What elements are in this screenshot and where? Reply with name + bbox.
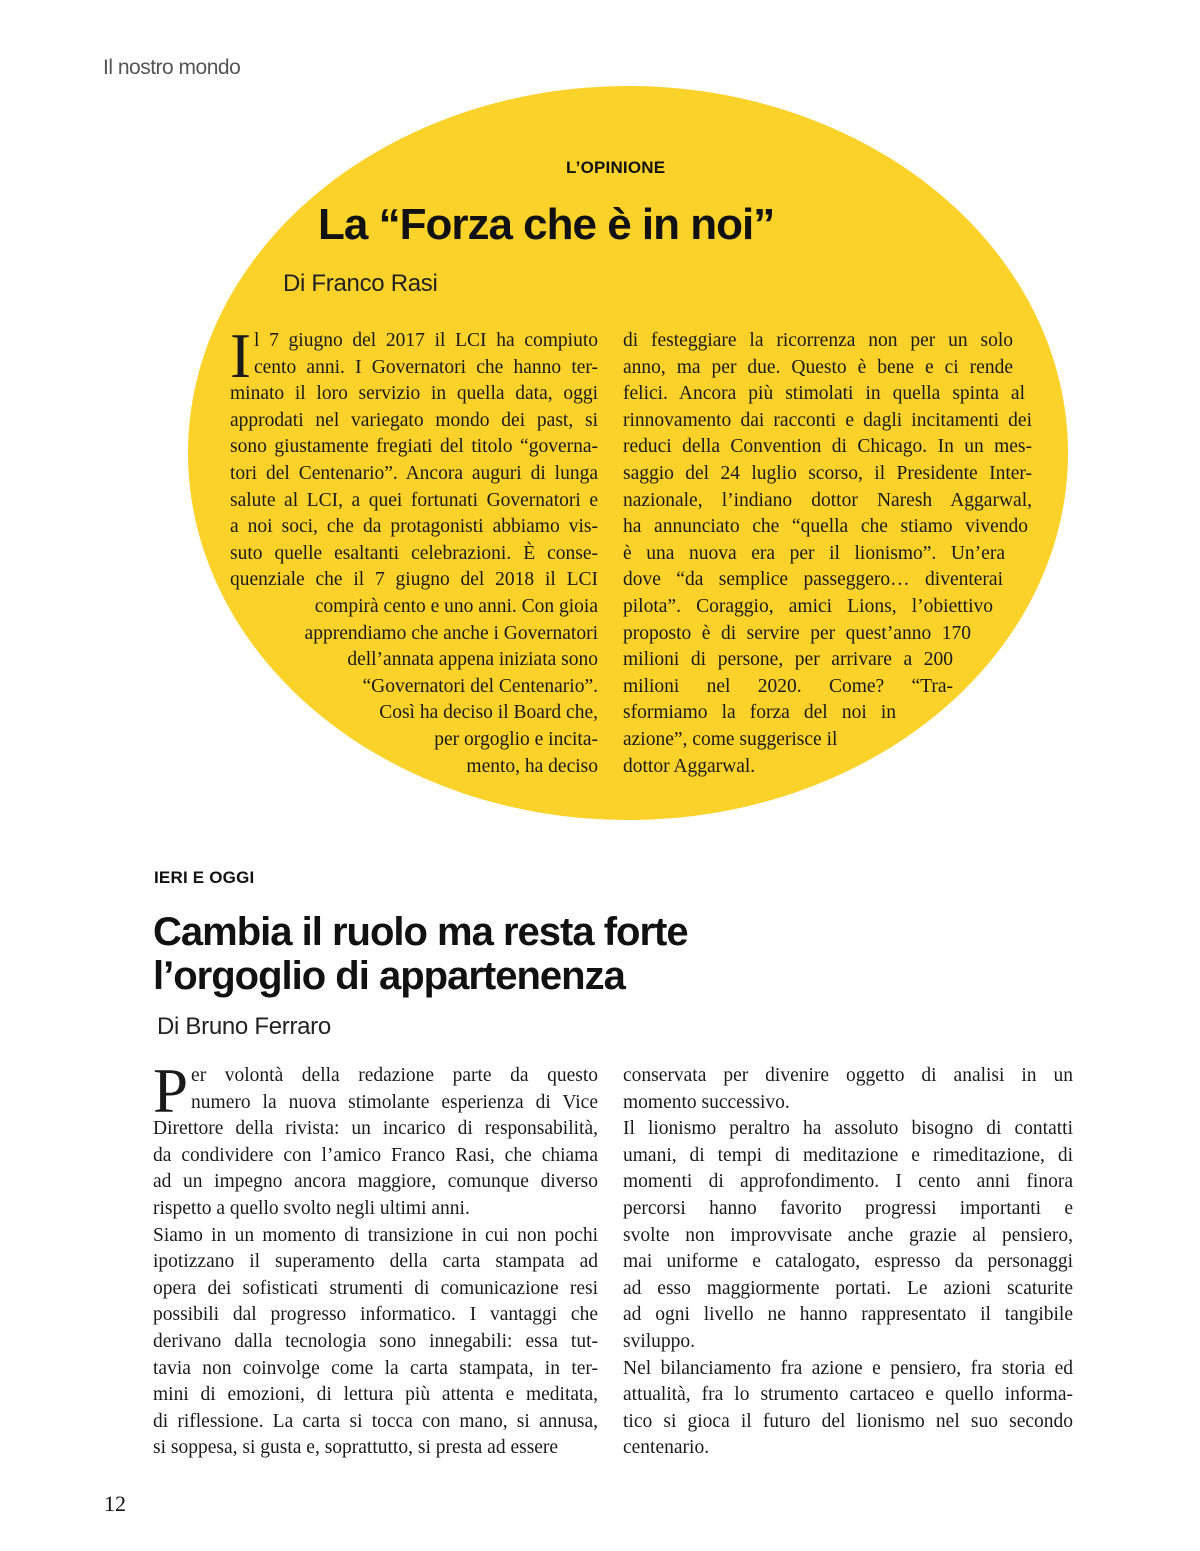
text-line: mini di emozioni, di lettura più attenta e meditata, bbox=[153, 1384, 598, 1406]
text-line: umani, di tempi di meditazione e rimeditazione, di bbox=[623, 1144, 1073, 1166]
article1-title: La “Forza che è in noi” bbox=[318, 200, 775, 249]
article1-kicker: L’OPINIONE bbox=[566, 158, 666, 177]
text-line: milioni di persone, per arrivare a 200 bbox=[623, 649, 953, 671]
text-line: tavia non coinvolge come la carta stampata, in ter- bbox=[153, 1357, 598, 1379]
text-line: Nel bilanciamento fra azione e pensiero, fra storia ed bbox=[623, 1357, 1073, 1379]
text-line: proposto è di servire per quest’anno 170 bbox=[623, 622, 971, 644]
text-line: attualità, fra lo strumento cartaceo e quello informa- bbox=[623, 1384, 1073, 1406]
text-line: “Governatori del Centenario”. bbox=[362, 675, 598, 697]
text-line: di festeggiare la ricorrenza non per un solo bbox=[623, 330, 1013, 351]
text-line: salute al LCI, a quei fortunati Governatori e bbox=[230, 489, 598, 511]
text-line: numero la nuova stimolante esperienza di Vice bbox=[191, 1091, 598, 1113]
text-line: derivano dalla tecnologia sono innegabili: essa tut- bbox=[153, 1330, 598, 1352]
text-line: er volontà della redazione parte da questo bbox=[191, 1065, 598, 1086]
text-line: dell’annata appena iniziata sono bbox=[347, 649, 598, 671]
text-line: dottor Aggarwal. bbox=[623, 755, 756, 777]
section-header: Il nostro mondo bbox=[103, 56, 241, 79]
text-line: apprendiamo che anche i Governatori bbox=[304, 622, 598, 644]
text-line: mai uniforme e catalogato, espresso da personaggi bbox=[623, 1251, 1073, 1273]
text-line: dove “da semplice passeggero… diventerai bbox=[623, 569, 1003, 591]
article1-byline: Di Franco Rasi bbox=[283, 270, 438, 297]
article2-byline: Di Bruno Ferraro bbox=[157, 1013, 331, 1040]
text-line: si soppesa, si gusta e, soprattutto, si presta ad essere bbox=[153, 1437, 559, 1459]
article2-kicker: IERI E OGGI bbox=[154, 868, 255, 887]
text-line: Il lionismo peraltro ha assoluto bisogno di contatti bbox=[623, 1118, 1073, 1140]
text-line: sviluppo. bbox=[623, 1330, 696, 1352]
text-line: possibili dal progresso informatico. I vantaggi che bbox=[153, 1304, 598, 1326]
text-line: ad ogni livello ne hanno rappresentato il tangibile bbox=[623, 1304, 1073, 1326]
text-line: opera dei sofisticati strumenti di comunicazione resi bbox=[153, 1277, 598, 1299]
text-line: pilota”. Coraggio, amici Lions, l’obiettivo bbox=[623, 595, 993, 617]
article2-column-2 bbox=[623, 1063, 1073, 1462]
text-line: ipotizzano il superamento della carta stampata ad bbox=[153, 1251, 598, 1273]
text-line: compirà cento e uno anni. Con gioia bbox=[314, 595, 598, 617]
text-line: cento anni. I Governatori che hanno ter- bbox=[253, 356, 598, 378]
text-line: percorsi hanno favorito progressi importanti e bbox=[623, 1197, 1073, 1219]
text-line: l 7 giugno del 2017 il LCI ha compiuto bbox=[253, 330, 598, 351]
page-number: 12 bbox=[104, 1491, 126, 1516]
text-line: anno, ma per due. Questo è bene e ci rende bbox=[623, 356, 1013, 378]
text-line: sformiamo la forza del noi in bbox=[623, 702, 896, 724]
text-line: momento successivo. bbox=[623, 1091, 790, 1113]
text-line: ad un impegno ancora maggiore, comunque diverso bbox=[153, 1171, 598, 1193]
article2-title-line-2: l’orgoglio di appartenenza bbox=[153, 954, 625, 998]
text-line: reduci della Convention di Chicago. In un mes- bbox=[623, 436, 1032, 458]
text-line: Siamo in un momento di transizione in cui non pochi bbox=[153, 1224, 598, 1246]
text-line: minato il loro servizio in quella data, oggi bbox=[230, 383, 598, 405]
text-line: Direttore della rivista: un incarico di responsabilità, bbox=[153, 1118, 598, 1140]
text-line: felici. Ancora più stimolati in quella spinta al bbox=[623, 383, 1025, 405]
article1-column-1 bbox=[230, 321, 598, 780]
article1-column-2 bbox=[623, 328, 1032, 780]
text-line: ha annunciato che “quella che stiamo vivendo bbox=[623, 516, 1028, 538]
text-line: tico si gioca il futuro del lionismo nel suo secondo bbox=[623, 1410, 1073, 1432]
text-line: azione”, come suggerisce il bbox=[623, 728, 838, 750]
text-line: di riflessione. La carta si tocca con mano, si annusa, bbox=[153, 1410, 598, 1432]
article2-title bbox=[153, 910, 688, 998]
text-line: conservata per divenire oggetto di analisi in un bbox=[623, 1065, 1073, 1086]
text-line: approdati nel variegato mondo dei past, si bbox=[230, 409, 598, 431]
text-line: svolte non improvvisate anche grazie al pensiero, bbox=[623, 1224, 1073, 1246]
text-line: centenario. bbox=[623, 1437, 710, 1459]
text-line: saggio del 24 luglio scorso, il Presidente Inter- bbox=[623, 462, 1032, 484]
text-line: a noi soci, che da protagonisti abbiamo vis- bbox=[230, 516, 598, 538]
text-line: quenziale che il 7 giugno del 2018 il LCI bbox=[230, 569, 598, 591]
text-line: nazionale, l’indiano dottor Naresh Aggarwal, bbox=[623, 489, 1032, 511]
text-line: Così ha deciso il Board che, bbox=[379, 702, 598, 724]
text-line: milioni nel 2020. Come? “Tra- bbox=[623, 675, 953, 697]
text-line: mento, ha deciso bbox=[466, 755, 598, 777]
text-line: rispetto a quello svolto negli ultimi anni. bbox=[153, 1197, 470, 1219]
text-line: suto quelle esaltanti celebrazioni. È conse- bbox=[230, 542, 598, 564]
article2-title-line-1: Cambia il ruolo ma resta forte bbox=[153, 910, 688, 954]
article2-column-1 bbox=[153, 1056, 598, 1462]
text-line: sono giustamente fregiati del titolo “governa- bbox=[230, 436, 598, 458]
text-line: da condividere con l’amico Franco Rasi, che chiama bbox=[153, 1144, 598, 1166]
text-line: momenti di approfondimento. I cento anni finora bbox=[623, 1171, 1073, 1193]
article2-drop-cap: P bbox=[153, 1056, 189, 1126]
article1-drop-cap: I bbox=[230, 321, 251, 391]
text-line: è una nuova era per il lionismo”. Un’era bbox=[623, 542, 1005, 564]
text-line: rinnovamento dai racconti e dagli incitamenti dei bbox=[623, 409, 1032, 431]
text-line: per orgoglio e incita- bbox=[434, 728, 598, 750]
text-line: ad esso maggiormente portati. Le azioni scaturite bbox=[623, 1277, 1073, 1299]
text-line: tori del Centenario”. Ancora auguri di lunga bbox=[230, 462, 598, 484]
